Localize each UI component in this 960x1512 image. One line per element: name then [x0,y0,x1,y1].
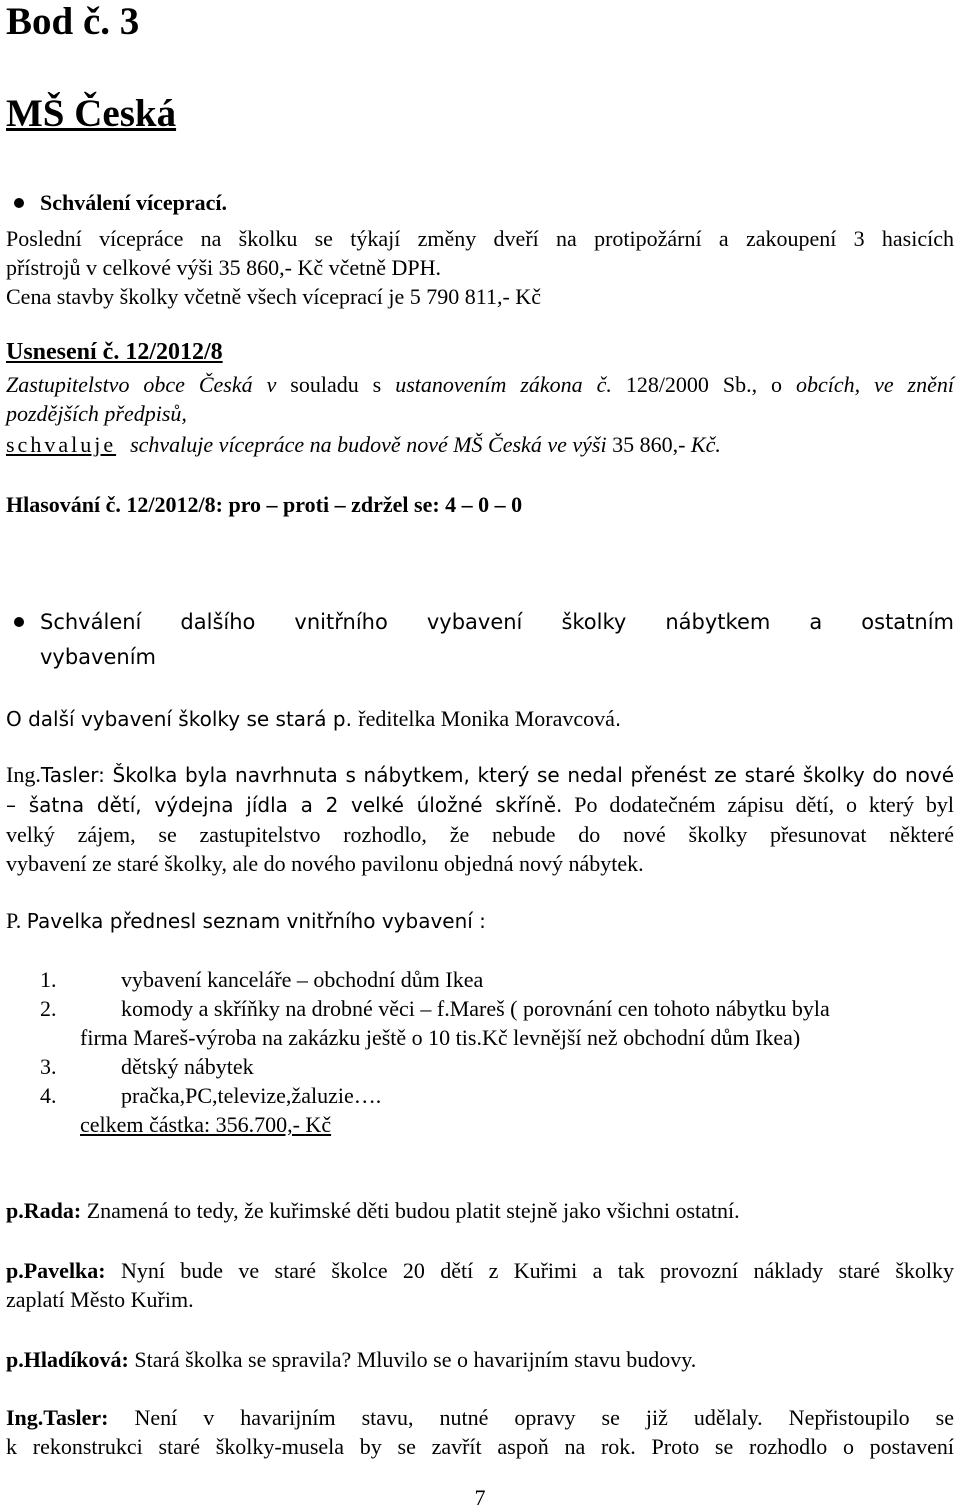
list-item: vybavení kanceláře – obchodní dům Ikea [121,967,484,992]
discussion-tasler-line-1: Ing.Tasler: Není v havarijním stavu, nutné opravy se již udělaly. Nepřistoupilo se [6,1405,955,1430]
discussion-rada: p.Rada: Znamená to tedy, že kuřimské děti budou platit stejně jako všichni ostatní. [6,1198,740,1223]
page-number: 7 [474,1485,486,1510]
bullet-icon [14,198,24,208]
list-item: pračka,PC,televize,žaluzie…. [121,1083,382,1108]
agenda-item-title: Bod č. 3 [6,0,140,43]
speaker-name: p.Rada: [6,1198,82,1223]
furniture-paragraph-2-line-2: – šatna dětí, výdejna jídla a 2 velké úložné skříně. Po dodatečném zápisu dětí, o který byl [6,792,955,817]
list-item: dětský nábytek [121,1054,254,1079]
discussion-hladikova: p.Hladíková: Stará školka se spravila? Mluvilo se o havarijním stavu budovy. [6,1347,697,1372]
approves-keyword: schvaluje [6,432,117,457]
list-item-number: 2. [40,996,57,1021]
furniture-paragraph-2-line-1: Ing.Tasler: Školka byla navrhnuta s nábytkem, který se nedal přenést ze staré školky do nové [6,762,954,787]
bullet-icon [14,617,24,627]
resolution-line-3: schvaluje schvaluje vícepráce na budově nové MŠ Česká ve výši 35 860,- Kč. [6,432,721,457]
extra-work-line-2: přístrojů v celkové výši 35 860,- Kč včetně DPH. [6,255,442,280]
vote-result: Hlasování č. 12/2012/8: pro – proti – zdržel se: 4 – 0 – 0 [6,492,523,517]
discussion-tasler-line-2: k rekonstrukci staré školky-musela by se zavřít aspoň na rok. Proto se rozhodlo o postavení [6,1434,954,1459]
speaker-name: Ing.Tasler: [6,1405,109,1430]
resolution-title: Usnesení č. 12/2012/8 [6,339,223,365]
total-amount: celkem částka: 356.700,- Kč [80,1112,332,1137]
list-item: komody a skříňky na drobné věci – f.Mareš ( porovnání cen tohoto nábytku byla [121,996,830,1021]
resolution-line-2: pozdějších předpisů, [6,401,187,426]
section-heading-extra-work: Schválení víceprací. [40,190,227,215]
list-item-number: 3. [40,1054,57,1079]
speaker-name: p.Pavelka: [6,1258,106,1283]
speaker-name: p.Hladíková: [6,1347,129,1372]
furniture-paragraph-2-line-4: vybavení ze staré školky, ale do nového pavilonu objedná nový nábytek. [6,851,644,876]
school-title: MŠ Česká [6,92,177,135]
section-heading-furniture-line-1: Schválení dalšího vnitřního vybavení školky nábytkem a ostatním [40,610,954,634]
discussion-pavelka-line-1: p.Pavelka: Nyní bude ve staré školce 20 dětí z Kuřimi a tak provozní náklady staré školky [6,1258,954,1283]
furniture-paragraph-1: O další vybavení školky se stará p. ředitelka Monika Moravcová. [6,706,622,731]
furniture-paragraph-3: P. Pavelka přednesl seznam vnitřního vybavení : [6,908,486,933]
list-item-number: 4. [40,1083,57,1108]
resolution-line-1: Zastupitelstvo obce Česká v souladu s ustanovením zákona č. 128/2000 Sb., o obcích, ve znění [6,372,954,397]
furniture-paragraph-2-line-3: velký zájem, se zastupitelstvo rozhodlo, že nebude do nové školky přesunovat některé [6,822,954,847]
discussion-pavelka-line-2: zaplatí Město Kuřim. [6,1287,194,1312]
extra-work-line-3: Cena stavby školky včetně všech víceprací je 5 790 811,- Kč [6,284,541,309]
list-item-number: 1. [40,967,57,992]
extra-work-line-1: Poslední vícepráce na školku se týkají změny dveří na protipožární a zakoupení 3 hasicích [6,226,954,251]
list-item-continuation: firma Mareš-výroba na zakázku ještě o 10 tis.Kč levnější než obchodní dům Ikea) [80,1025,801,1050]
section-heading-furniture-line-2: vybavením [40,645,157,669]
